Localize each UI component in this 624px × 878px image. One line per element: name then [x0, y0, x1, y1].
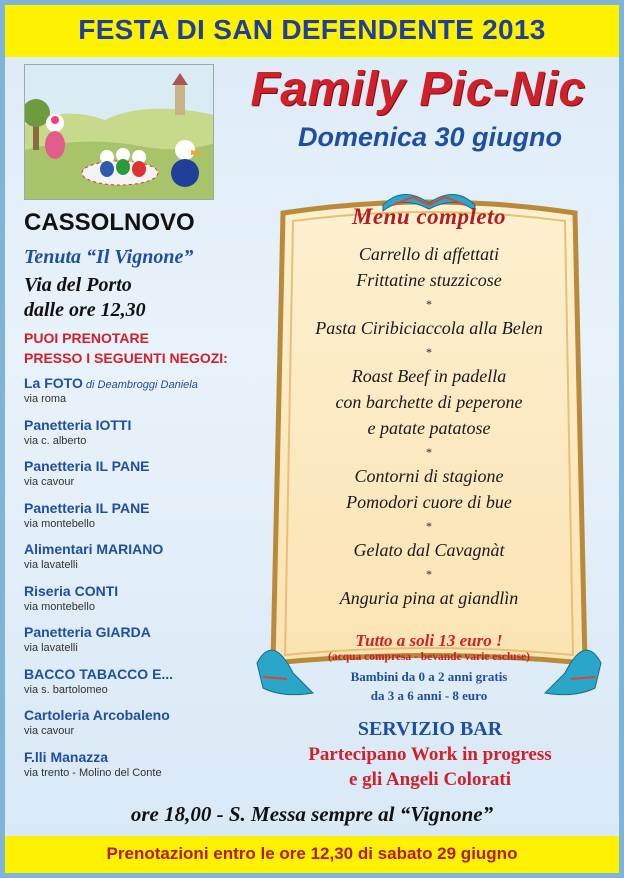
town-name: CASSOLNOVO: [24, 209, 195, 236]
shop-item: [24, 583, 264, 625]
event-title: Family Pic-Nic: [250, 63, 586, 116]
mass-notice: ore 18,00 - S. Messa sempre al “Vignone”: [130, 802, 494, 826]
shop-name: Riseria CONTI: [24, 582, 119, 599]
menu-separator: *: [426, 345, 432, 359]
bar-performers-2: e gli Angeli Colorati: [348, 769, 511, 790]
menu-item: Contorni di stagione: [354, 466, 504, 486]
start-time: dalle ore 12,30: [24, 299, 146, 321]
shop-item: [24, 500, 264, 542]
shop-name: F.lli Manazza: [24, 748, 109, 765]
booking-line-1: PUOI PRENOTARE: [24, 330, 149, 346]
shop-address: via s. bartolomeo: [24, 683, 108, 696]
menu-separator: *: [426, 567, 432, 581]
menu-title: Menu completo: [351, 204, 507, 229]
shop-item: [24, 417, 264, 459]
shop-name: Panetteria IL PANE: [24, 499, 150, 516]
shop-item: [24, 541, 264, 583]
shop-item: [24, 458, 264, 500]
shop-owner: di Deambroggi Daniela: [82, 379, 198, 391]
bar-performers-1: Partecipano Work in progress: [308, 744, 552, 765]
menu-separator: *: [426, 297, 432, 311]
shop-item: [24, 375, 264, 417]
shop-list: [24, 375, 264, 790]
kids-price-1: Bambini da 0 a 2 anni gratis: [350, 669, 508, 684]
shop-address: via lavatelli: [24, 559, 78, 571]
menu-item: con barchette di peperone: [335, 392, 523, 412]
venue-name: Tenuta “Il Vignone”: [24, 246, 194, 268]
shop-name: Cartoleria Arcobaleno: [24, 707, 170, 723]
shop-item: [24, 707, 264, 749]
menu-item: Frittatine stuzzicose: [356, 270, 502, 290]
shop-item: [24, 666, 264, 708]
shop-address: via cavour: [24, 476, 75, 488]
menu-price: Tutto a soli 13 euro !: [355, 631, 503, 650]
shop-address: via cavour: [24, 725, 75, 737]
shop-address: via lavatelli: [24, 642, 78, 654]
menu-separator: *: [426, 445, 432, 459]
venue-street: Via del Porto: [24, 274, 132, 296]
shop-item: [24, 749, 264, 791]
shop-name: BACCO TABACCO E...: [24, 665, 174, 682]
menu-item: Roast Beef in padella: [351, 366, 507, 386]
picnic-illustration: [24, 64, 214, 200]
shop-name: Panetteria IOTTI: [24, 416, 132, 433]
shop-address: via trento - Molino del Conte: [24, 766, 162, 779]
menu-item: Pomodori cuore di bue: [346, 492, 512, 512]
menu-item: Anguria pina at giandlìn: [339, 588, 519, 608]
menu-item: e patate patatose: [367, 418, 491, 438]
menu-list: [253, 241, 605, 611]
menu-item: Carrello di affettati: [358, 244, 500, 264]
header-band: [5, 5, 619, 57]
shop-item: [24, 624, 264, 666]
shop-address: via c. alberto: [24, 434, 87, 447]
menu-item: Gelato dal Cavagnàt: [353, 540, 505, 560]
footer-band: [5, 836, 619, 874]
shop-name: Panetteria GIARDA: [24, 624, 151, 640]
festival-title: FESTA DI SAN DEFENDENTE 2013: [78, 14, 546, 45]
shop-name: La FOTO: [24, 375, 83, 391]
event-date: Domenica 30 giugno: [297, 122, 563, 152]
menu-item: Pasta Ciribiciaccola alla Belen: [315, 318, 543, 338]
shop-name: Panetteria IL PANE: [24, 458, 150, 474]
kids-price-2: da 3 a 6 anni - 8 euro: [370, 688, 488, 703]
menu-price-note: (acqua compresa - bevande varie escluse): [328, 651, 530, 663]
booking-heading: [24, 328, 254, 368]
booking-line-2: PRESSO I SEGUENTI NEGOZI:: [24, 350, 228, 366]
shop-address: via montebello: [24, 517, 95, 530]
reservation-deadline: Prenotazioni entro le ore 12,30 di sabato 29 giugno: [106, 844, 518, 863]
menu-separator: *: [426, 519, 432, 533]
bar-title: SERVIZIO BAR: [357, 718, 503, 740]
shop-name: Alimentari MARIANO: [24, 541, 164, 557]
shop-address: via montebello: [24, 600, 95, 613]
shop-address: via roma: [24, 393, 67, 405]
